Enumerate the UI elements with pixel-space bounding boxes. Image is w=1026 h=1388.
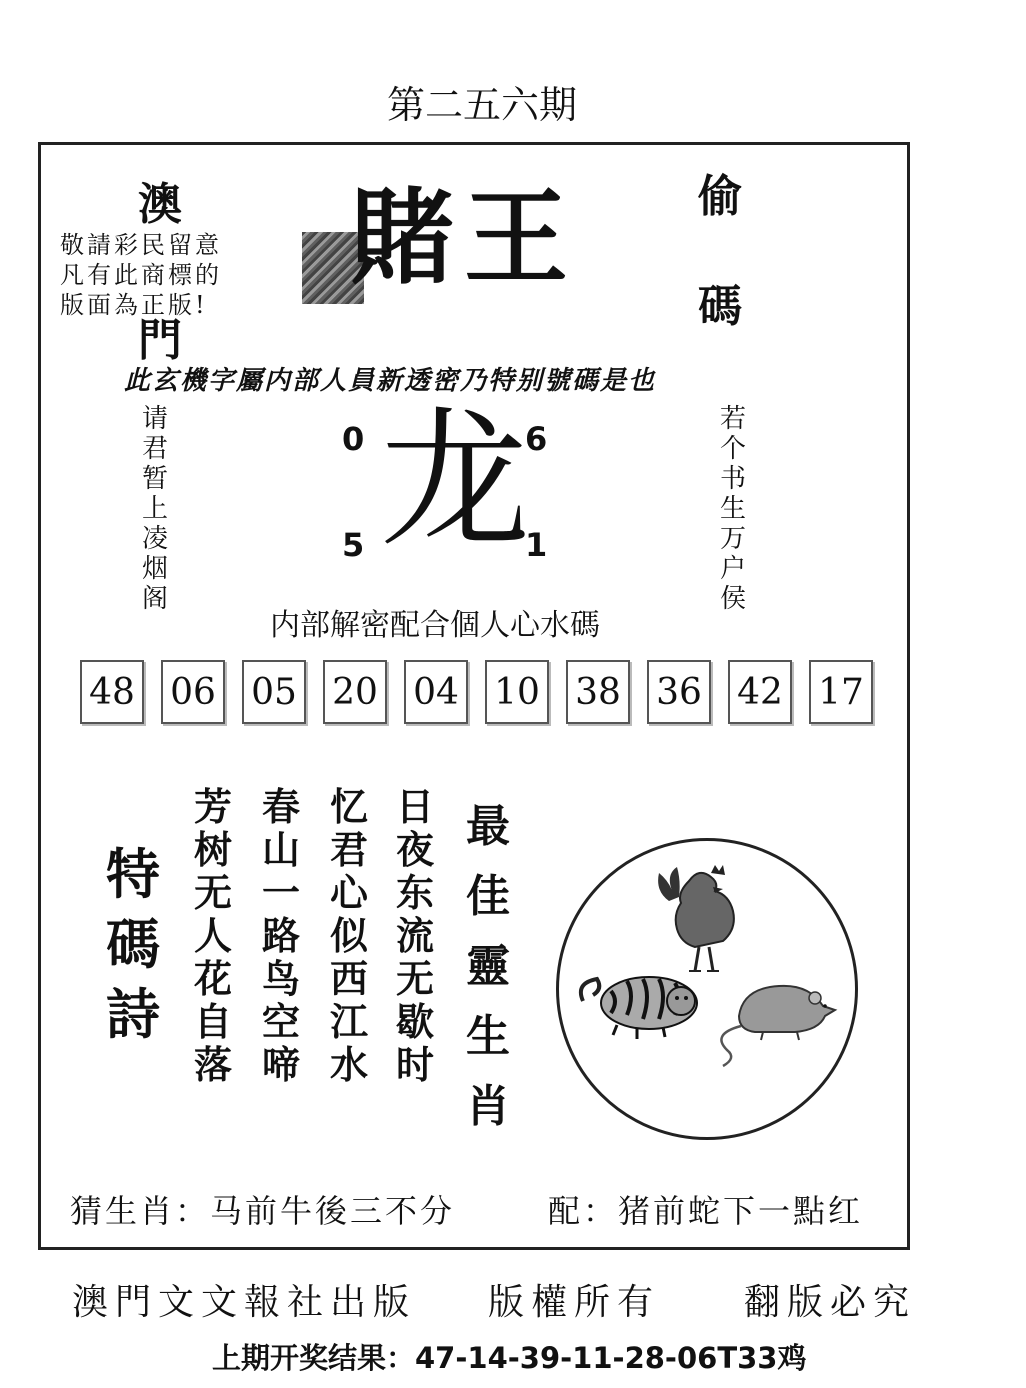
poem-char: 一 xyxy=(262,871,301,915)
poem-char: 水 xyxy=(330,1043,369,1087)
poem-column xyxy=(330,786,368,1087)
verse-char: 万 xyxy=(720,524,747,554)
right-title xyxy=(698,160,742,334)
poem-char: 无 xyxy=(396,957,435,1001)
authenticity-notice xyxy=(60,230,222,320)
poem-char: 似 xyxy=(330,914,369,958)
decode-text: 内部解密配合個人心水碼 xyxy=(270,608,600,643)
poem-title-char: 詩 xyxy=(106,983,160,1046)
number-box: 10 xyxy=(485,660,549,724)
poem-char: 歇 xyxy=(396,1000,435,1044)
poem-column xyxy=(194,786,232,1087)
poem-char: 忆 xyxy=(330,785,369,829)
guess-zodiac-text: 猜生肖：马前牛後三不分 xyxy=(70,1192,456,1230)
rat-icon xyxy=(721,986,835,1066)
number-row xyxy=(80,660,873,724)
best-zodiac-char: 肖 xyxy=(466,1081,510,1132)
best-zodiac-title xyxy=(466,792,510,1142)
poem-char: 自 xyxy=(194,1000,233,1044)
verse-char: 君 xyxy=(142,434,169,464)
footer-warning: 翻版必究 xyxy=(744,1282,917,1323)
poem-char: 花 xyxy=(194,957,233,1001)
poem-title xyxy=(106,840,160,1050)
poem-char: 日 xyxy=(396,785,435,829)
best-zodiac-char: 生 xyxy=(466,1011,510,1062)
number-box: 36 xyxy=(647,660,711,724)
footer-rights: 版權所有 xyxy=(488,1282,661,1323)
poem-column xyxy=(262,786,300,1087)
number-box: 17 xyxy=(809,660,873,724)
poem-column xyxy=(396,786,434,1087)
right-title-char: 偷 xyxy=(698,171,742,222)
poem-title-char: 特 xyxy=(106,843,160,906)
notice-line: 敬請彩民留意 xyxy=(60,231,222,259)
zodiac-circle xyxy=(556,838,858,1140)
number-box: 38 xyxy=(566,660,630,724)
last-draw-result: 上期开奖结果：47-14-39-11-28-06T33鸡 xyxy=(212,1341,807,1375)
poem-char: 夜 xyxy=(396,828,435,872)
number-box: 04 xyxy=(404,660,468,724)
poem-char: 东 xyxy=(396,871,435,915)
left-verse xyxy=(142,404,168,614)
verse-char: 暂 xyxy=(142,464,169,494)
slogan: 此玄機字屬内部人員新透密乃特别號碼是也 xyxy=(124,366,657,396)
verse-char: 户 xyxy=(720,554,747,584)
verse-char: 书 xyxy=(720,464,747,494)
verse-char: 阁 xyxy=(142,584,169,614)
poem-char: 时 xyxy=(396,1043,435,1087)
poem-char: 芳 xyxy=(194,785,233,829)
key-digit-top-left: 0 xyxy=(342,420,365,458)
main-title: 賭王 xyxy=(350,177,579,299)
poem-char: 春 xyxy=(262,785,301,829)
poem-char: 落 xyxy=(194,1043,233,1087)
poem-char: 江 xyxy=(330,1000,369,1044)
right-verse xyxy=(720,404,746,614)
poem-char: 空 xyxy=(262,1000,301,1044)
verse-char: 请 xyxy=(142,404,169,434)
best-zodiac-char: 最 xyxy=(466,801,510,852)
verse-char: 凌 xyxy=(142,524,169,554)
verse-char: 个 xyxy=(720,434,747,464)
number-box: 42 xyxy=(728,660,792,724)
tiger-icon xyxy=(581,977,697,1039)
pair-text: 配：猪前蛇下一點红 xyxy=(548,1192,864,1230)
verse-char: 烟 xyxy=(142,554,169,584)
poem-char: 人 xyxy=(194,914,233,958)
right-title-char: 碼 xyxy=(698,281,742,332)
verse-char: 侯 xyxy=(720,584,747,614)
number-box: 06 xyxy=(161,660,225,724)
poem-title-char: 碼 xyxy=(106,913,160,976)
notice-line: 凡有此商標的 xyxy=(60,261,222,289)
verse-char: 若 xyxy=(720,404,747,434)
poem-char: 西 xyxy=(330,957,369,1001)
best-zodiac-char: 佳 xyxy=(466,871,510,922)
verse-char: 生 xyxy=(720,494,747,524)
poem-char: 心 xyxy=(330,871,369,915)
poem-char: 鸟 xyxy=(262,957,301,1001)
key-digit-bottom-right: 1 xyxy=(525,526,548,564)
verse-char: 上 xyxy=(142,494,169,524)
left-title-char: 門 xyxy=(138,315,182,366)
footer-publisher: 澳門文文報社出版 xyxy=(72,1282,417,1323)
poem-char: 山 xyxy=(262,828,301,872)
poem-char: 流 xyxy=(396,914,435,958)
poem-char: 啼 xyxy=(262,1043,301,1087)
number-box: 05 xyxy=(242,660,306,724)
rooster-icon xyxy=(658,865,734,971)
number-box: 20 xyxy=(323,660,387,724)
notice-line: 版面為正版! xyxy=(60,291,208,319)
poem-char: 树 xyxy=(194,828,233,872)
number-box: 48 xyxy=(80,660,144,724)
poem-char: 君 xyxy=(330,828,369,872)
key-digit-top-right: 6 xyxy=(525,420,548,458)
key-character: 龙 xyxy=(380,394,531,568)
issue-number: 第二五六期 xyxy=(386,83,577,127)
best-zodiac-char: 靈 xyxy=(466,941,510,992)
left-title-char: 澳 xyxy=(138,179,182,230)
poem-char: 路 xyxy=(262,914,301,958)
poem-char: 无 xyxy=(194,871,233,915)
key-digit-bottom-left: 5 xyxy=(342,526,365,564)
